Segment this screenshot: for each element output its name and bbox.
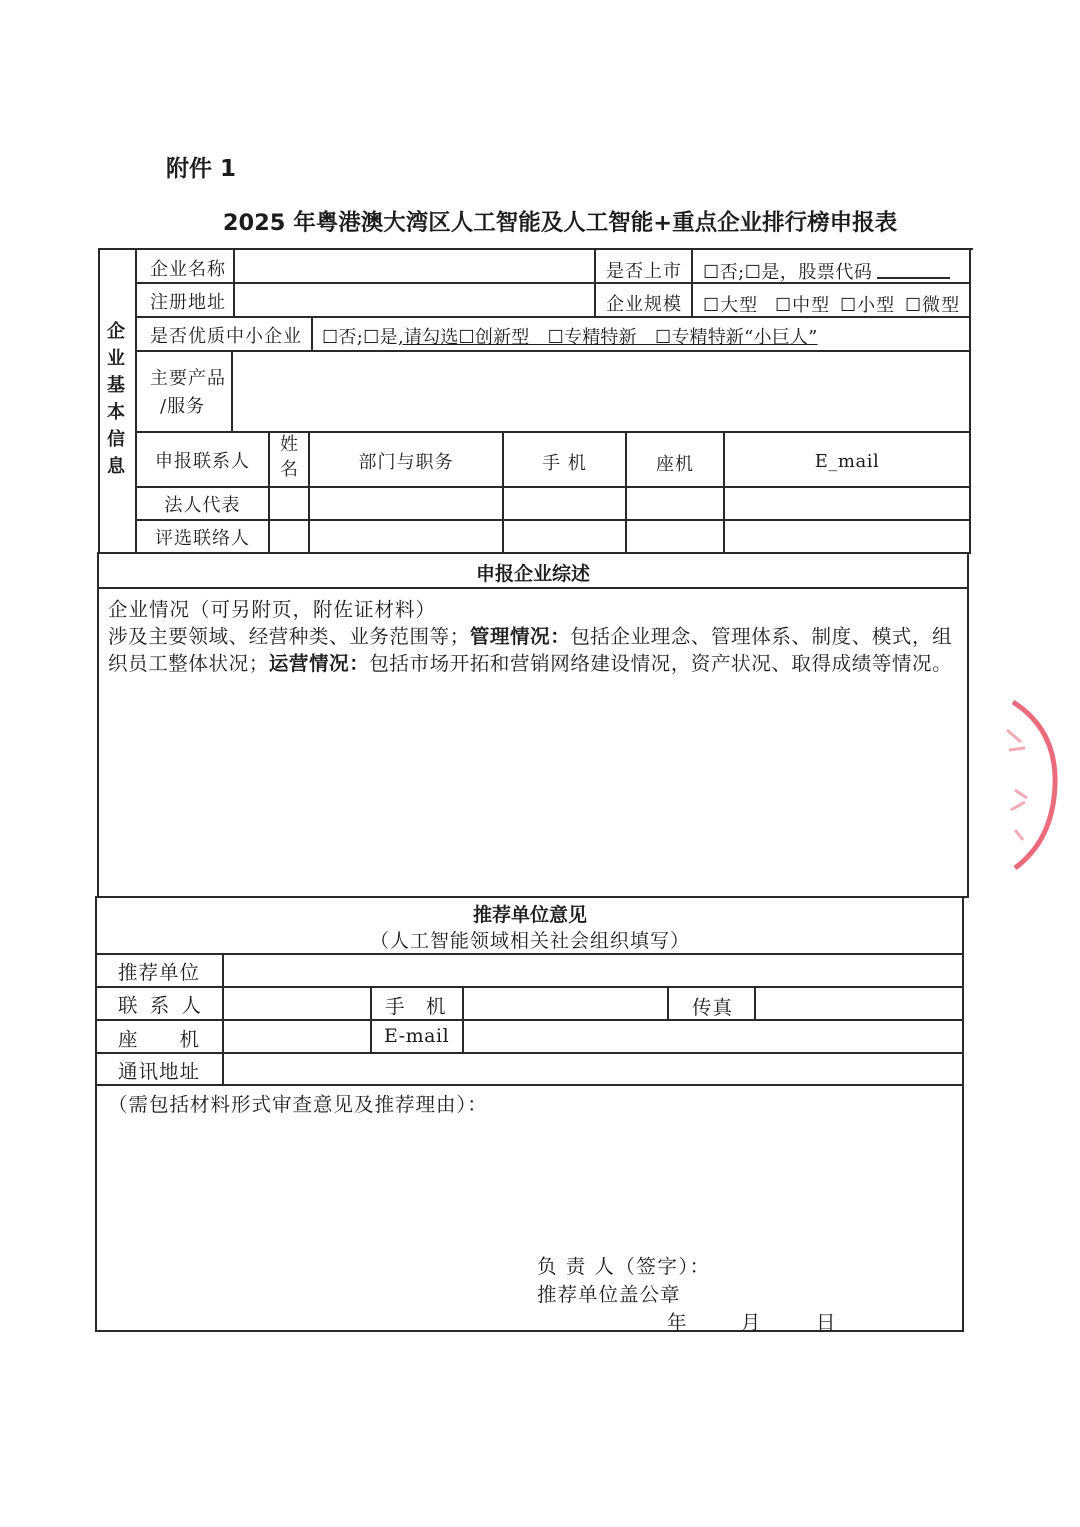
product-label-line1: 主要产品: [150, 368, 226, 389]
stamp-label: 推荐单位盖公章: [537, 1283, 681, 1306]
desc-ops-heading: 运营情况：: [268, 652, 370, 675]
recommend-section-title: 推荐单位意见: [472, 904, 587, 926]
recommend-unit-input[interactable]: [225, 955, 960, 984]
company-info-label: 企业情况（可另附页，附佐证材料）: [108, 598, 437, 621]
form-title: 2025 年粤港澳大湾区人工智能及人工智能+重点企业排行榜申报表: [222, 210, 898, 236]
signer-label: 负 责 人（签字）：: [537, 1255, 711, 1278]
recommend-phone-label: 座 机: [118, 1028, 201, 1051]
red-seal-partial-icon: [985, 690, 1080, 880]
recommend-address-input[interactable]: [225, 1054, 960, 1082]
overview-description: [108, 623, 958, 677]
recommend-email-label: E-mail: [384, 1025, 450, 1047]
recommend-contact-label: 联 系 人: [118, 994, 204, 1017]
recommend-unit-label: 推荐单位: [118, 961, 201, 984]
name-header-label: 姓名: [280, 434, 298, 480]
recommend-fax-label: 传真: [692, 996, 734, 1019]
sme-options[interactable]: ,请勾选☐创新型 ☐专精特新 ☐专精特新“小巨人”: [398, 327, 818, 348]
dept-header-label: 部门与职务: [358, 452, 454, 473]
basic-info-section-label: 企业基本信息: [107, 321, 125, 477]
product-input[interactable]: [234, 352, 968, 429]
sme-prefix[interactable]: ☐否;☐是: [322, 327, 398, 348]
scale-option-large[interactable]: ☐大型: [703, 295, 759, 316]
opinion-prompt: （需包括材料形式审查意见及推荐理由）：: [108, 1093, 488, 1116]
overview-input-area[interactable]: [100, 705, 965, 893]
recommend-phone-input[interactable]: [225, 1021, 368, 1050]
mobile-header-label: 手 机: [542, 453, 587, 474]
product-label-line2: /服务: [160, 396, 206, 417]
opinion-input-area[interactable]: [100, 1115, 960, 1245]
attachment-label: 附件 1: [166, 156, 237, 182]
scale-option-micro[interactable]: ☐微型: [905, 295, 961, 316]
scale-option-small[interactable]: ☐小型: [840, 295, 896, 316]
recommend-mobile-label: 手 机: [385, 995, 447, 1018]
date-month-label: 月: [741, 1311, 762, 1334]
desc-part3: 包括市场开拓和营销网络建设情况，资产状况、取得成绩等情况。: [369, 652, 953, 675]
recommend-address-label: 通讯地址: [118, 1060, 201, 1083]
recommend-contact-input[interactable]: [225, 988, 368, 1017]
listed-label: 是否上市: [606, 261, 682, 282]
company-name-label: 企业名称: [150, 259, 226, 280]
liaison-label: 评选联络人: [155, 528, 250, 549]
stock-code-underline[interactable]: [877, 277, 950, 279]
scale-option-medium[interactable]: ☐中型: [775, 295, 831, 316]
desc-part1: 涉及主要领域、经营种类、业务范围等；: [108, 625, 470, 648]
date-day-label: 日: [816, 1311, 837, 1334]
date-year-label: 年: [667, 1311, 688, 1334]
recommend-fax-input[interactable]: [757, 988, 960, 1017]
overview-section-title: 申报企业综述: [475, 563, 590, 585]
desc-part2: 包括企业理念、管理体系、制度、模式，组织员工整体状况；: [108, 625, 953, 675]
recommend-mobile-input[interactable]: [465, 988, 665, 1017]
contact-header-label: 申报联系人: [155, 451, 250, 472]
scale-label: 企业规模: [606, 294, 682, 315]
address-label: 注册地址: [150, 292, 226, 313]
listed-options[interactable]: ☐否;☐是，股票代码: [703, 262, 873, 283]
address-input[interactable]: [236, 284, 592, 314]
email-header-label: E_mail: [814, 451, 880, 472]
recommend-section-subtitle: （人工智能领域相关社会组织填写）: [369, 930, 690, 952]
phone-header-label: 座机: [656, 454, 694, 475]
desc-mgmt-heading: 管理情况：: [469, 625, 571, 648]
sme-label: 是否优质中小企业: [150, 326, 302, 347]
company-name-input[interactable]: [236, 250, 592, 280]
legal-rep-label: 法人代表: [164, 495, 241, 516]
recommend-email-input[interactable]: [465, 1021, 960, 1050]
